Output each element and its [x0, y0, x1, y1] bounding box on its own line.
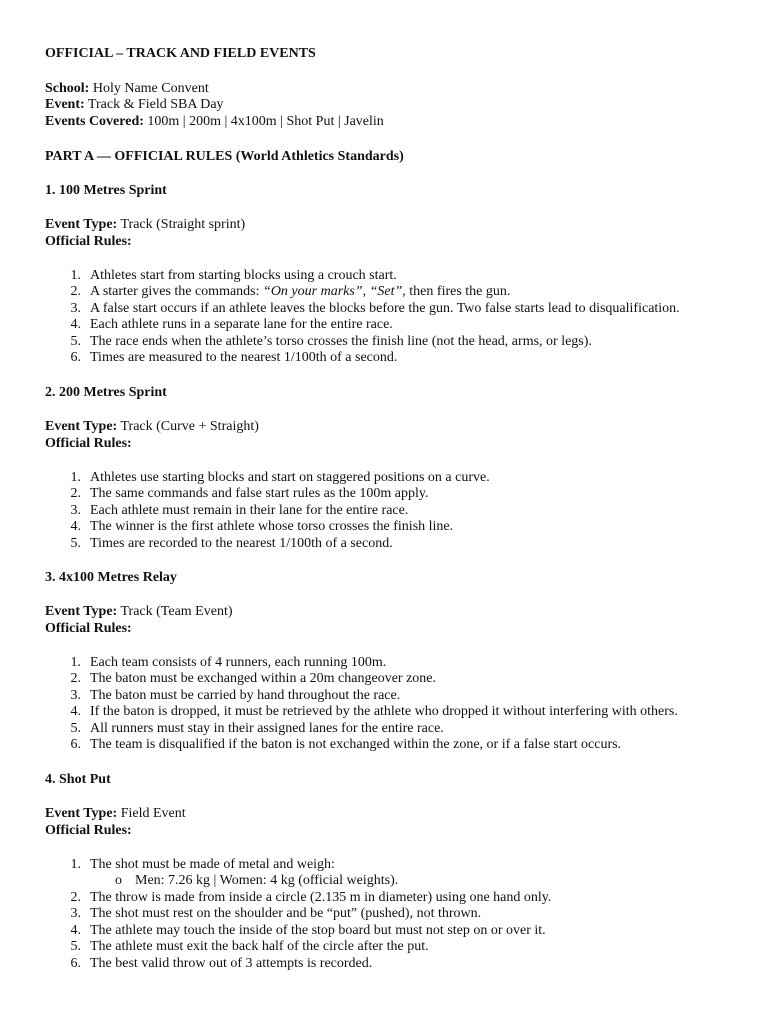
section-heading-shot-put: 4. Shot Put — [45, 772, 111, 787]
events-covered-label: Events Covered: — [45, 114, 144, 129]
school-line — [45, 81, 209, 97]
event-type-line: Event Type: Track (Curve + Straight) — [45, 419, 259, 434]
event-type-line: Event Type: Track (Straight sprint) — [45, 217, 246, 232]
school-label: School: — [45, 81, 90, 96]
event-type-line: Event Type: Track (Team Event) — [45, 604, 233, 619]
section-heading-100m: 1. 100 Metres Sprint — [45, 183, 167, 198]
event-label: Event: — [45, 97, 85, 112]
section-heading-200m: 2. 200 Metres Sprint — [45, 385, 167, 400]
event-value: Track & Field SBA Day — [87, 97, 224, 112]
bullet-icon: o — [115, 873, 122, 888]
official-rules-label: Official Rules: — [45, 234, 132, 249]
events-covered-line — [45, 114, 384, 130]
official-rules-label: Official Rules: — [45, 621, 132, 636]
official-rules-label: Official Rules: — [45, 823, 132, 838]
part-a-heading: PART A — OFFICIAL RULES (World Athletics Standards) — [45, 149, 404, 164]
school-value: Holy Name Convent — [92, 81, 209, 96]
event-line — [45, 97, 224, 113]
official-rules-label: Official Rules: — [45, 436, 132, 451]
event-type-line: Event Type: Field Event — [45, 806, 186, 821]
document-title: OFFICIAL – TRACK AND FIELD EVENTS — [45, 46, 316, 61]
section-heading-relay: 3. 4x100 Metres Relay — [45, 570, 177, 585]
events-covered-value: 100m | 200m | 4x100m | Shot Put | Javelin — [147, 114, 384, 129]
